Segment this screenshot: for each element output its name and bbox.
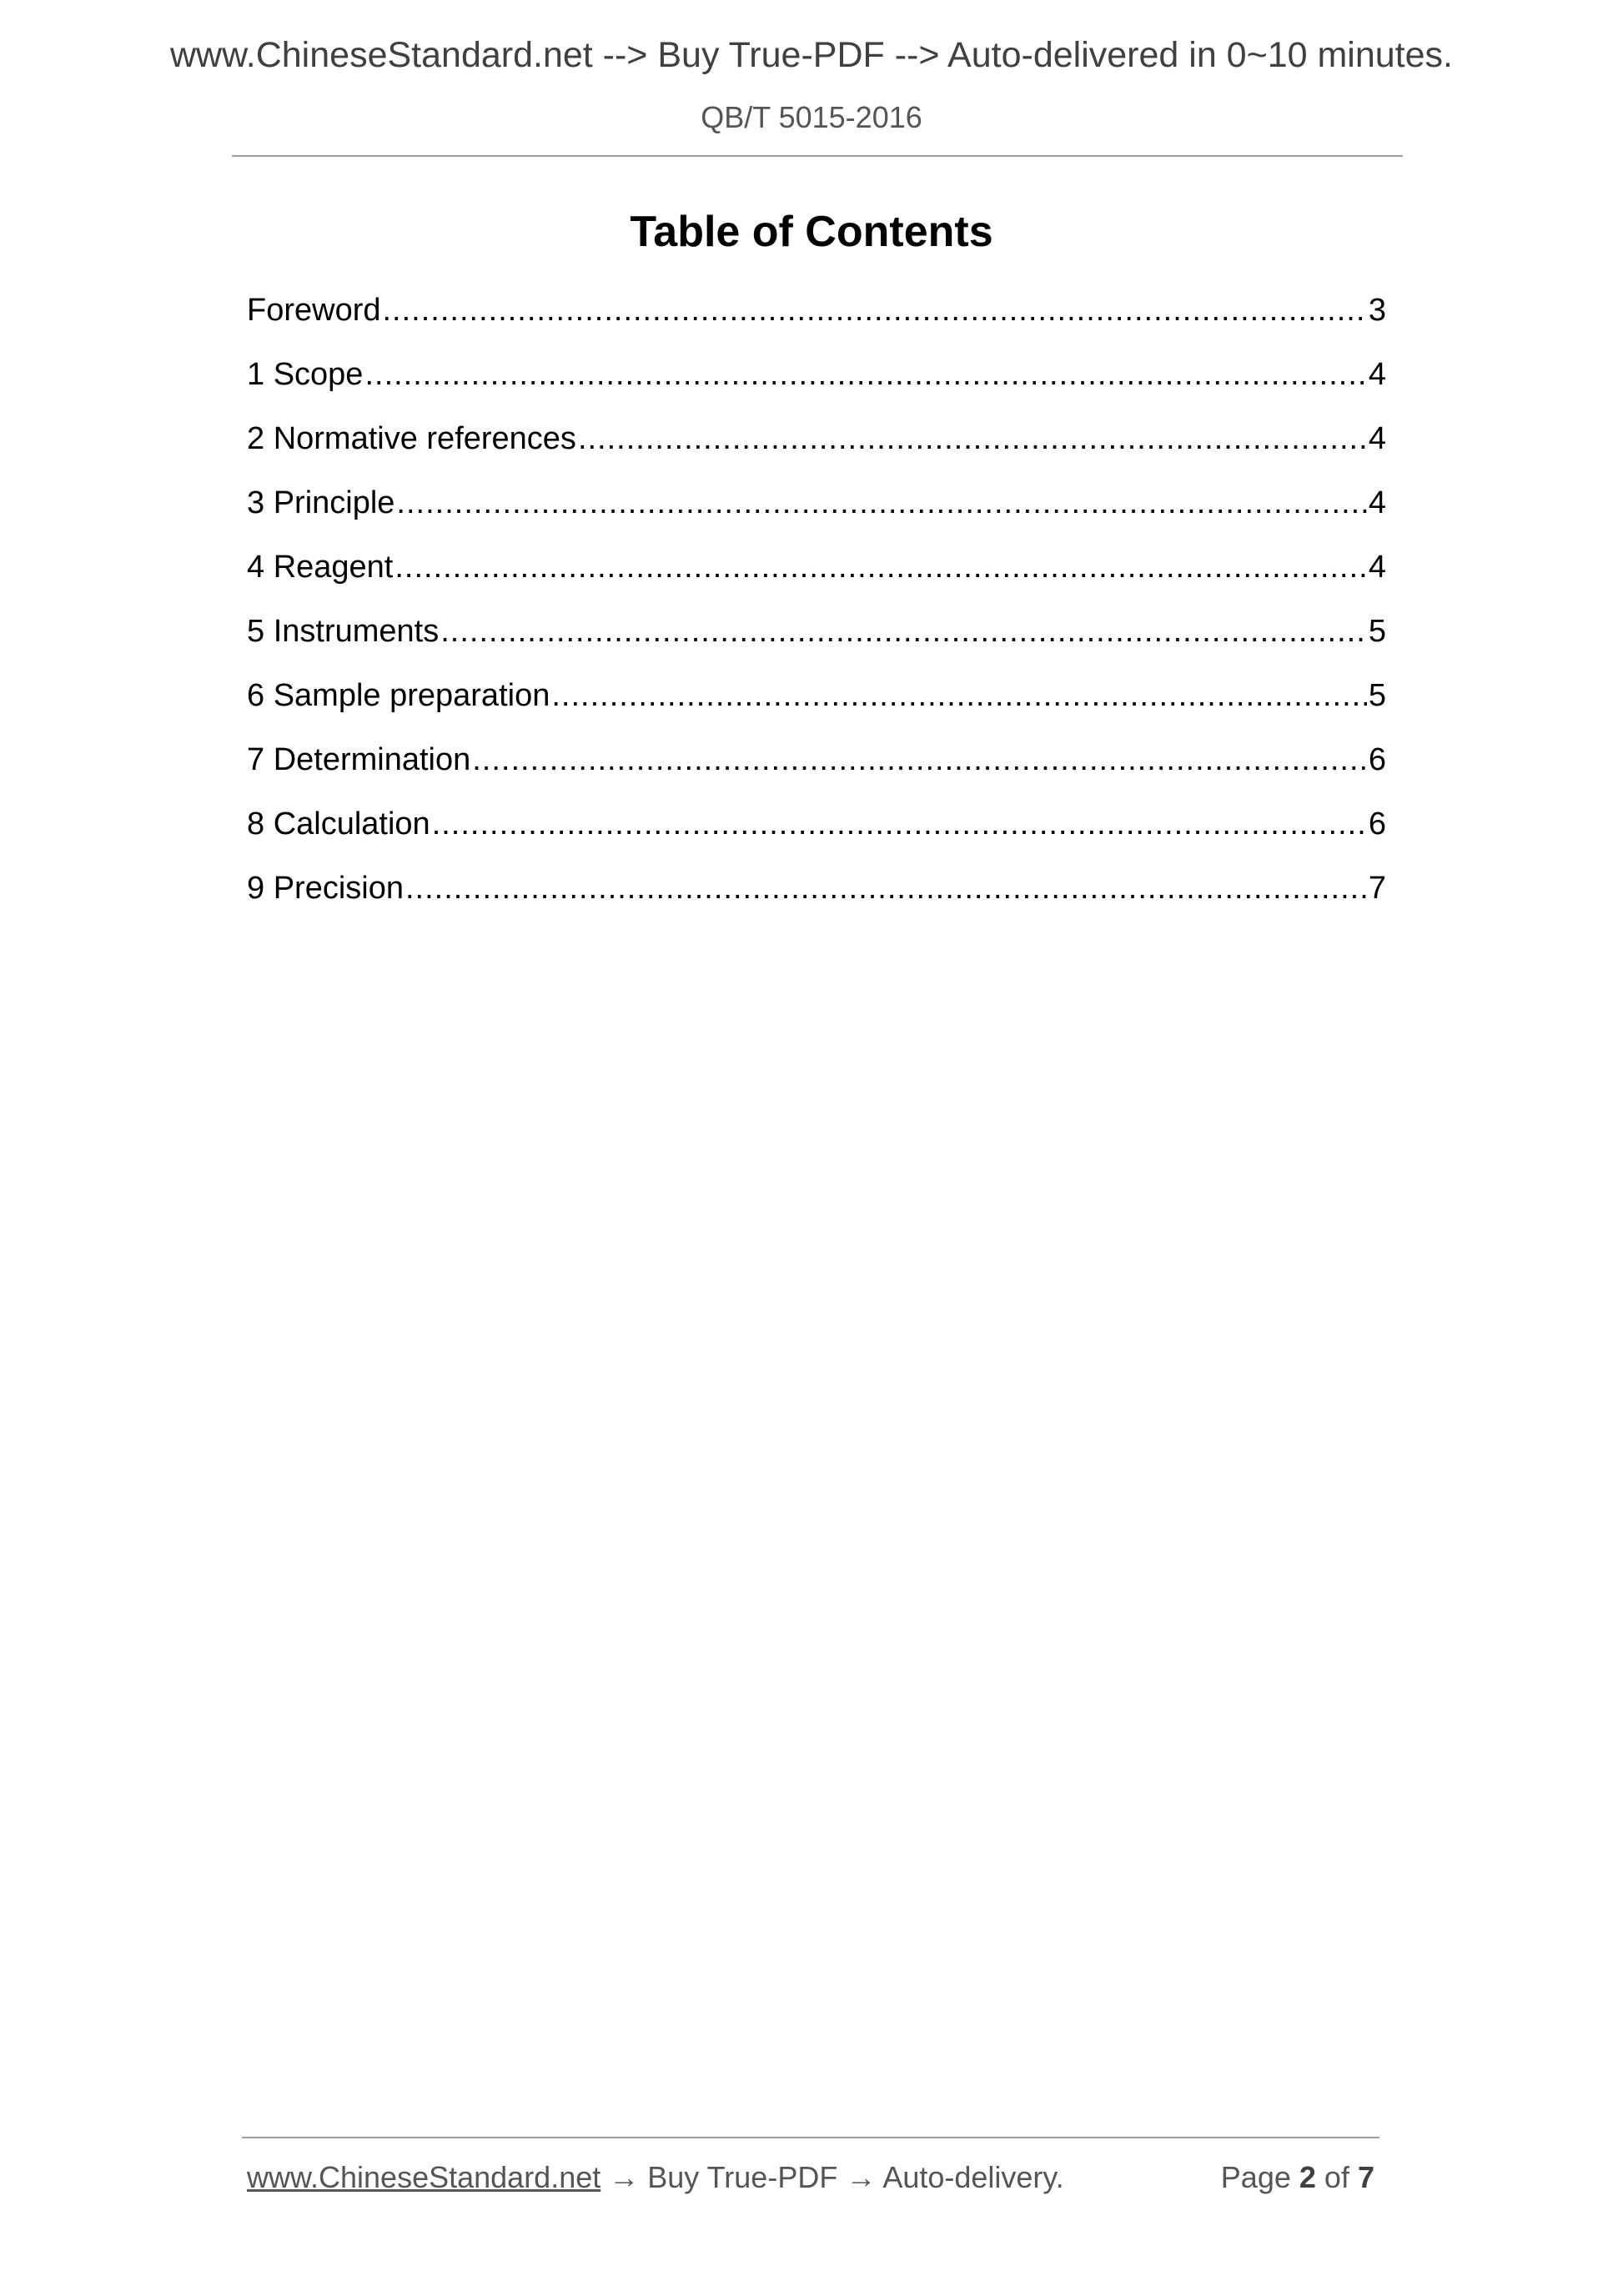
toc-entry-sample-preparation[interactable]: [247, 676, 1386, 740]
toc-entry-label: 3 Principle: [247, 485, 395, 520]
toc-dot-leader: [578, 419, 1367, 459]
toc-entry-page: 3: [1368, 293, 1386, 328]
footer-left: [247, 2160, 1064, 2195]
toc-entry-label: 7 Determination: [247, 742, 471, 777]
toc-entry-label: Foreword: [247, 293, 381, 328]
toc-title: Table of Contents: [630, 208, 993, 256]
toc-dot-leader: [364, 354, 1366, 394]
toc-entry-label: 6 Sample preparation: [247, 678, 550, 713]
toc-dot-leader: [440, 611, 1367, 651]
toc-dot-leader: [383, 290, 1367, 330]
toc-dot-leader: [394, 547, 1366, 587]
toc-entry-page: 5: [1368, 614, 1386, 649]
toc-entry-page: 4: [1368, 485, 1386, 520]
toc-entry-page: 7: [1368, 871, 1386, 906]
page-word: Page: [1220, 2160, 1291, 2194]
toc-entry-label: 2 Normative references: [247, 421, 576, 456]
page-indicator: [1221, 2160, 1374, 2195]
total-page-number: 7: [1357, 2160, 1374, 2194]
current-page-number: 2: [1299, 2160, 1316, 2194]
toc-entry-reagent[interactable]: [247, 547, 1386, 611]
toc-entry-label: 8 Calculation: [247, 806, 430, 842]
toc-entry-scope[interactable]: [247, 354, 1386, 419]
toc-entry-page: 4: [1368, 550, 1386, 585]
toc-entry-label: 5 Instruments: [247, 614, 440, 649]
toc-entry-determination[interactable]: [247, 740, 1386, 804]
toc-dot-leader: [396, 483, 1366, 523]
toc-entry-page: 4: [1368, 357, 1386, 392]
toc-entry-page: 5: [1368, 678, 1386, 713]
footer-divider: [242, 2137, 1379, 2138]
toc-entry-label: 9 Precision: [247, 871, 404, 906]
toc-entry-label: 1 Scope: [247, 357, 364, 392]
toc-entry-calculation[interactable]: [247, 804, 1386, 868]
top-banner: www.ChineseStandard.net --> Buy True-PDF --> Auto-delivered in 0~10 minutes.: [169, 35, 1453, 75]
toc-entry-page: 6: [1368, 742, 1386, 777]
toc-dot-leader: [472, 740, 1367, 780]
toc-entry-page: 6: [1368, 806, 1386, 842]
footer-site-link[interactable]: www.ChineseStandard.net: [247, 2160, 601, 2194]
toc-list: [247, 290, 1386, 932]
toc-entry-principle[interactable]: [247, 483, 1386, 547]
footer-tagline: → Buy True-PDF → Auto-delivery.: [600, 2160, 1064, 2194]
toc-dot-leader: [405, 868, 1367, 908]
toc-dot-leader: [432, 804, 1367, 844]
toc-entry-label: 4 Reagent: [247, 550, 394, 585]
toc-entry-foreword[interactable]: [247, 290, 1386, 354]
toc-entry-instruments[interactable]: [247, 611, 1386, 676]
toc-dot-leader: [551, 676, 1367, 716]
toc-entry-page: 4: [1368, 421, 1386, 456]
toc-entry-precision[interactable]: [247, 868, 1386, 932]
document-code: QB/T 5015-2016: [701, 100, 922, 134]
header-divider: [232, 155, 1403, 157]
of-word: of: [1324, 2160, 1349, 2194]
toc-entry-normative-references[interactable]: [247, 419, 1386, 483]
